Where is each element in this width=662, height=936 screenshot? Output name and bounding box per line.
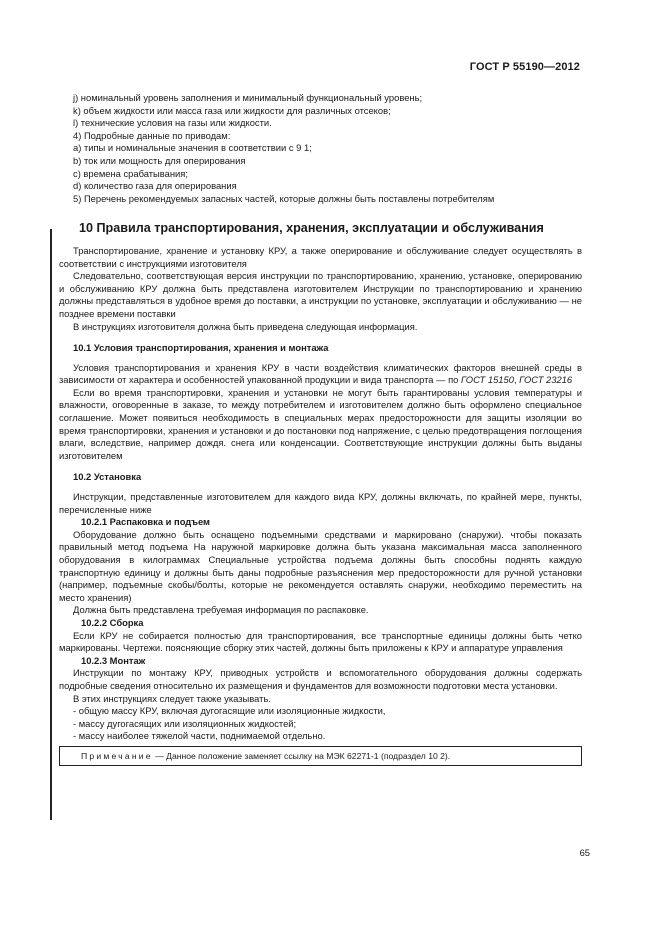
- note-box: [59, 746, 582, 766]
- paragraph: Транспортирование, хранение и установку КРУ, а также оперирование и обслуживание следует осуществлять в соответствии с инструкциями изготовителя: [59, 244, 582, 269]
- list-item: - массу наиболее тяжелой части, поднимаемой отдельно.: [73, 730, 326, 742]
- list-item: 4) Подробные данные по приводам:: [73, 129, 231, 141]
- ref-separator: ,: [513, 374, 520, 386]
- paragraph: Должна быть представлена требуемая информация по распаковке.: [73, 604, 369, 616]
- list-item: d) количество газа для оперирования: [73, 180, 237, 192]
- list-item: 5) Перечень рекомендуемых запасных частей, которые должны быть поставлены потребителям: [73, 192, 495, 204]
- page-number: 65: [579, 847, 590, 858]
- section-10-2-3-title: 10.2.3 Монтаж: [81, 654, 146, 666]
- note-label: Примечание: [81, 750, 153, 761]
- list-item: j) номинальный уровень заполнения и минимальный функциональный уровень;: [73, 92, 423, 103]
- intro-list: [59, 92, 582, 205]
- list-item: a) типы и номинальные значения в соответствии с 9 1;: [73, 142, 312, 154]
- paragraph: Если во время транспортировки, хранения и установки не могут быть гарантированы условия температуры и влажности, оговоренные в заказе, то между потребителем и изготовителем должно быть оформлено специальное соглашение. Может появиться необходимость в специальных мерах предосторожности для защиты изоляции во время транспортировки, хранения и установки и до постановки под напряжение, с целью предотвращения поглощения влаги, вследствие, например дождя. снега или конденсации. Соответствующие инструкции должны быть выданы изготовителем: [59, 386, 582, 461]
- main-content: [59, 92, 582, 766]
- paragraph: Инструкции, представленные изготовителем для каждого вида КРУ, должны включать, по крайней мере, пункты, перечисленные ниже: [59, 491, 582, 515]
- paragraph: Если КРУ не собирается полностью для транспортирования, все транспортные единицы должны быть четко маркированы. Чертежи. поясняющие сборку этих частей, должны быть приложены к КРУ и аппаратуре управления: [59, 629, 582, 654]
- list-item: l) технические условия на газы или жидкости.: [73, 117, 272, 129]
- paragraph-text: Условия транспортирования и хранения КРУ в части воздействия климатических факторов внешней среды в зависимости от характера и особенностей упакованной продукции и вида транспорта — по: [59, 361, 582, 386]
- list-item: b) ток или мощность для оперирования: [73, 154, 246, 166]
- paragraph: Следовательно, соответствующая версия инструкции по транспортированию, хранению, установке, оперированию и обслуживанию КРУ должна быть представлена изготовителем Инструкции по транспортированию и хранению должны представляться в удобное время до поставки, а инструкции по установке, эксплуатации и обслуживанию — не позднее времени поставки: [59, 270, 582, 319]
- paragraph: Оборудование должно быть оснащено подъемными средствами и маркировано (снаружи). чтобы показать правильный метод подъема На наружной маркировке должна быть указана максимальная масса заполненного оборудования в килограммах Специальные устройства подъема должны быть способны поднять каждую транспортную единицу и должны быть даны подробные разъяснения мер предосторожности для ручной установки (например, подъемные скобы/болты, которые не рекомендуется оставлять снаружи, необходимо переместить на место хранения): [59, 528, 582, 603]
- section-10-title: 10 Правила транспортирования, хранения, эксплуатации и обслуживания: [79, 221, 544, 236]
- section-10-2-1-title: 10.2.1 Распаковка и подъем: [81, 516, 210, 528]
- list-item: c) времена срабатывания;: [73, 167, 188, 179]
- section-10-2-2-title: 10.2.2 Сборка: [81, 616, 144, 628]
- paragraph: В этих инструкциях следует также указывать.: [73, 692, 271, 704]
- paragraph: Инструкции по монтажу КРУ, приводных устройств и вспомогательного оборудования должны содержать подробные сведения относительно их размещения и фундаментов для возможности подготовки места установки.: [59, 667, 582, 691]
- section-10-2-title: 10.2 Установка: [73, 471, 142, 483]
- list-item: - общую массу КРУ, включая дугогасящие или изоляционные жидкости,: [73, 705, 386, 717]
- list-item: k) объем жидкости или масса газа или жидкости для различных отсеков;: [73, 104, 391, 116]
- paragraph: [59, 362, 582, 387]
- note-text: — Данное положение заменяет ссылку на МЭК 62271-1 (подраздел 10 2).: [152, 750, 451, 761]
- gost-23216-ref: ГОСТ 23216: [519, 374, 573, 386]
- list-item: - массу дугогасящих или изоляционных жидкостей;: [73, 717, 297, 729]
- paragraph: В инструкциях изготовителя должна быть приведена следующая информация.: [73, 320, 418, 332]
- gost-15150-ref: ГОСТ 15150: [460, 374, 514, 386]
- section-10-1-title: 10.1 Условия транспортирования, хранения и монтажа: [73, 342, 329, 354]
- change-bar: [50, 229, 52, 820]
- standard-id: ГОСТ Р 55190—2012: [469, 61, 580, 73]
